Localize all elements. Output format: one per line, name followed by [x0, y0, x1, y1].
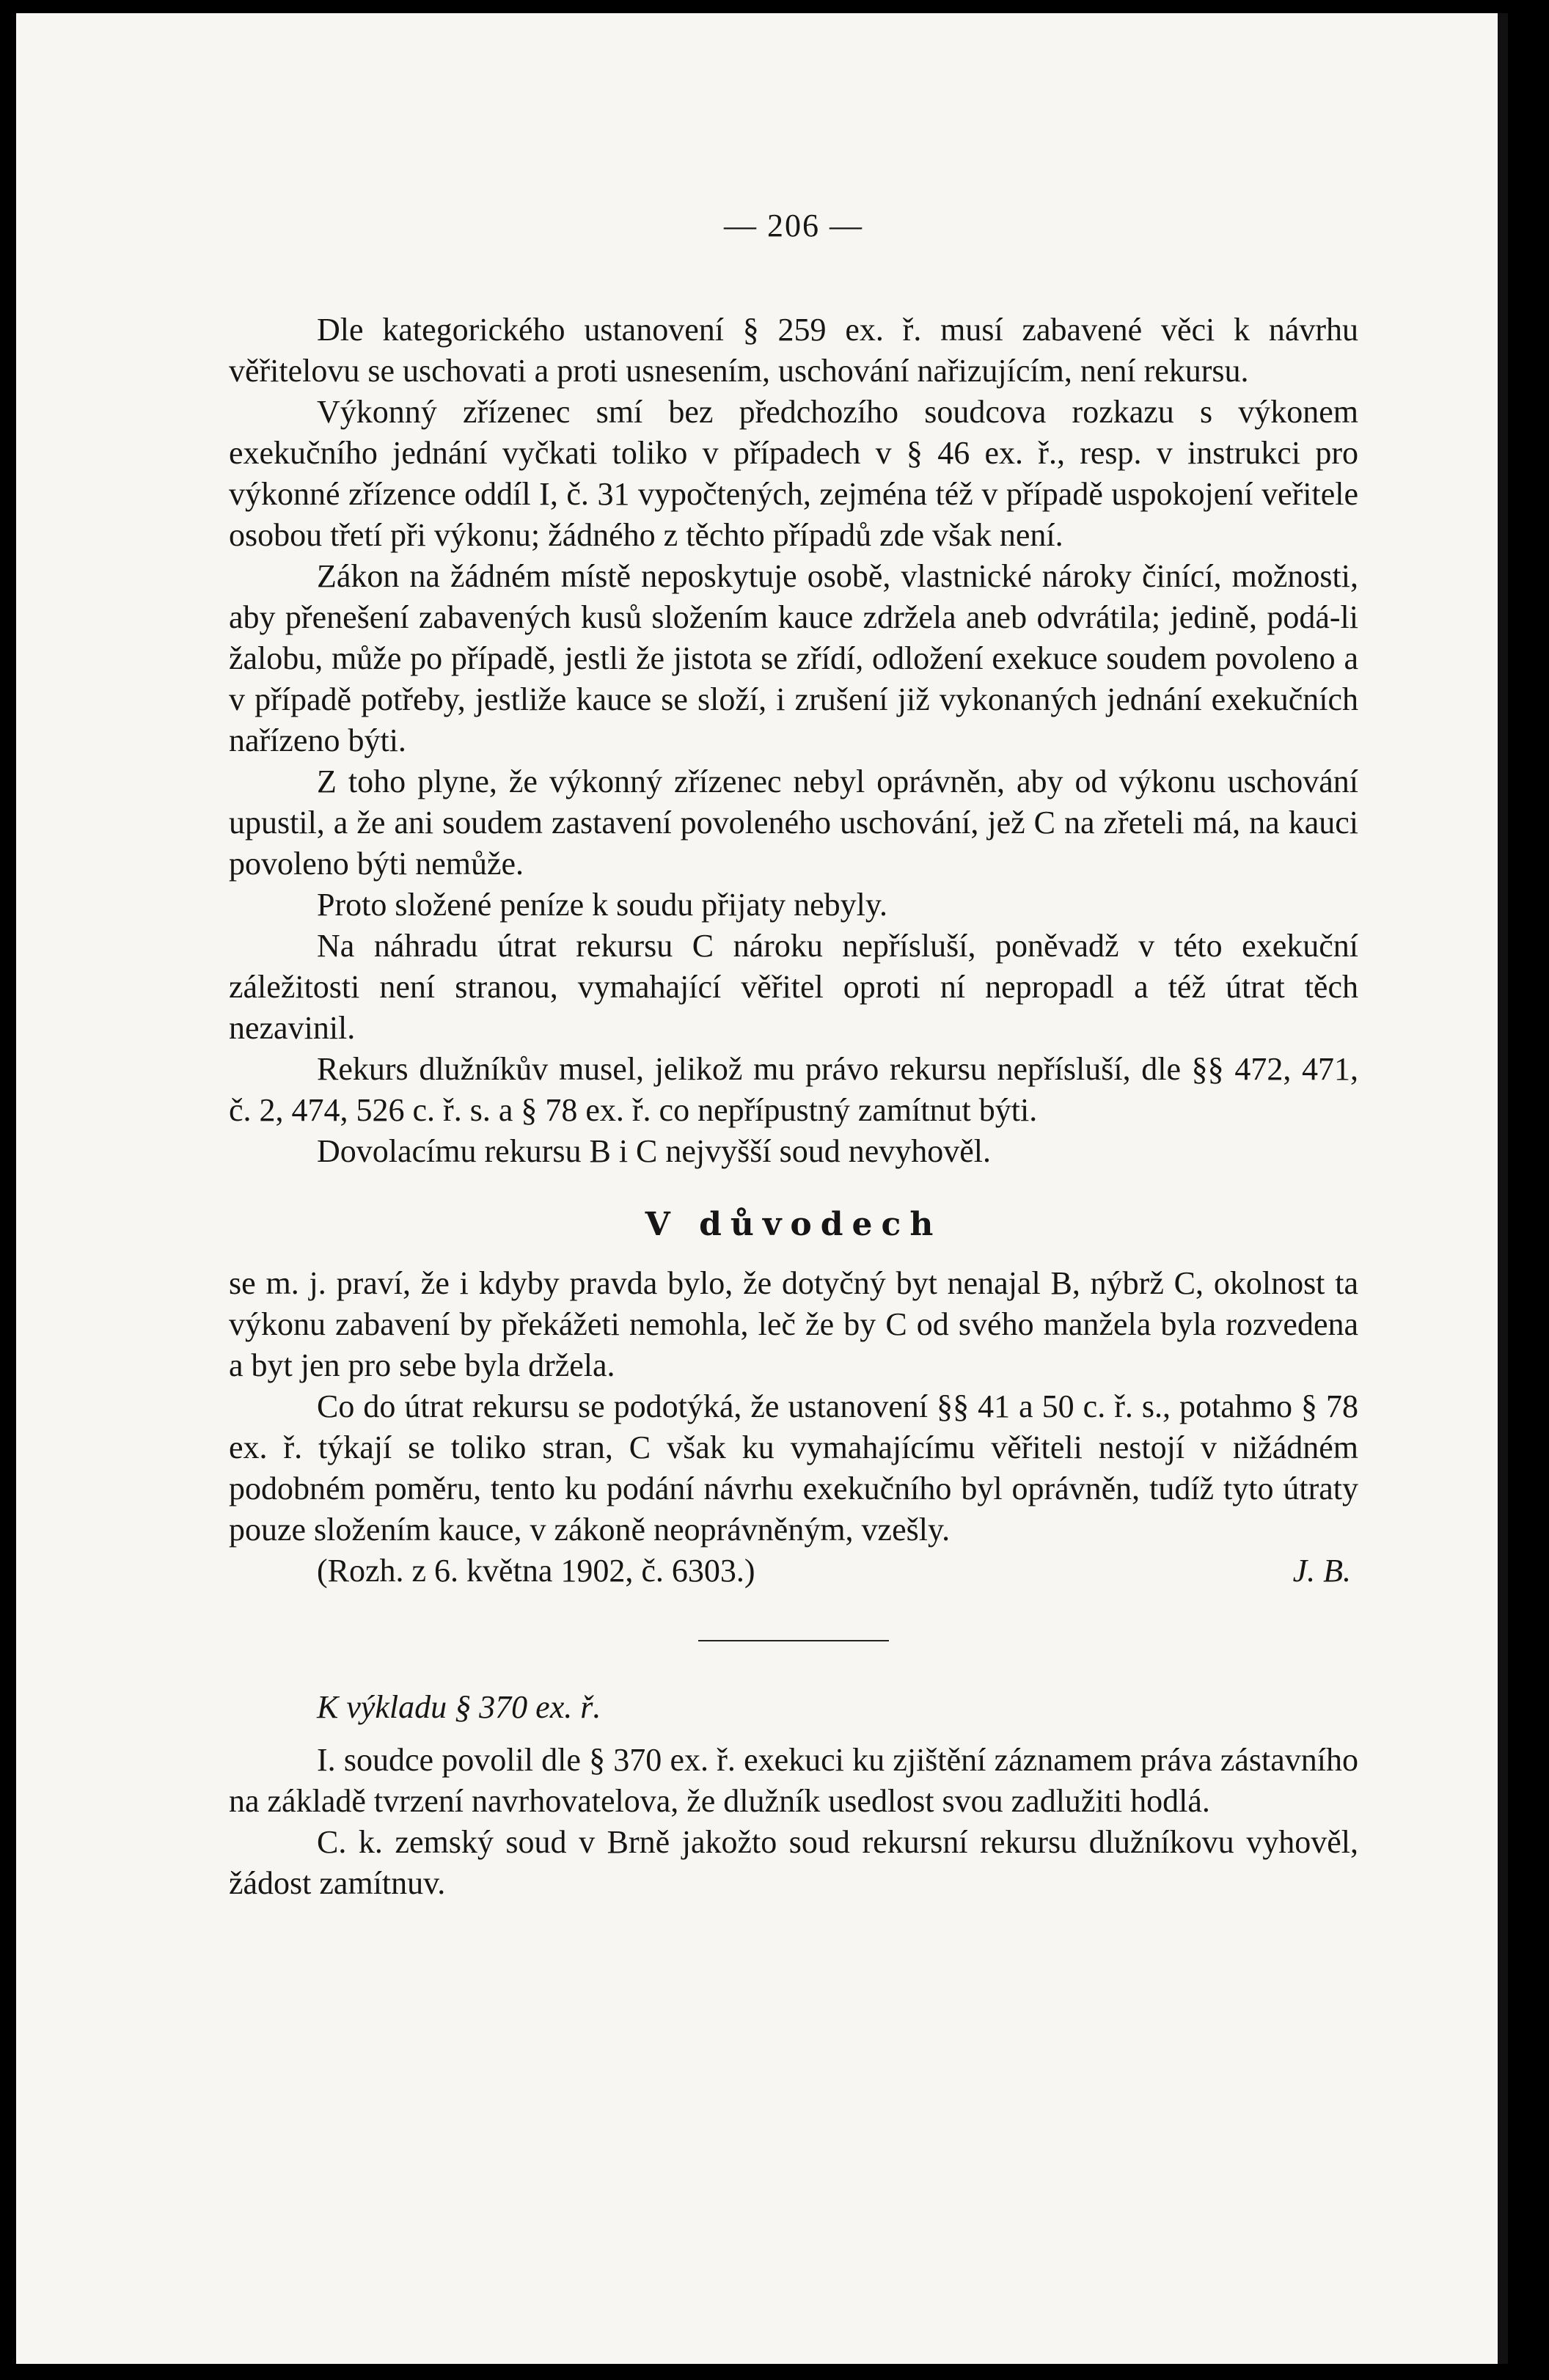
- section-paragraph-1: se m. j. praví, že i kdyby pravda bylo, že dotyčný byt nenajal B, nýbrž C, okolnost ta výkonu zabavení by překážeti nemohla, leč že by C od svého manžela byla rozvedena a byt jen pro sebe byla držela.: [229, 1265, 1358, 1383]
- paragraph-8: Dovolacímu rekursu B i C nejvyšší soud nevyhověl.: [317, 1133, 992, 1169]
- section-heading: V důvodech: [645, 1206, 942, 1243]
- paragraph-2: Výkonný zřízenec smí bez předchozího soudcova rozkazu s výkonem exekučního jednání vyčkati toliko v případech v § 46 ex. ř., resp. v instrukci pro výkonné zřízence oddíl I, č. 31 vypočtených, zejména též v případě uspokojení veřitele osobou třetí při výkonu; žádného z těchto případů zde však není.: [229, 394, 1358, 553]
- page-edge-shadow: [1498, 13, 1508, 2364]
- section-paragraph-2: Co do útrat rekursu se podotýká, že ustanovení §§ 41 a 50 c. ř. s., potahmo § 78 ex. ř. týkají se toliko stran, C však ku vymahajícímu věřiteli nestojí v nižádném podobném poměru, tento ku podání návrhu exekučního byl oprávněn, tudíž tyto útraty pouze složením kauce, v zákoně neoprávněným, vzešly.: [229, 1388, 1358, 1548]
- page-number: — 206 —: [724, 208, 863, 244]
- citation: (Rozh. z 6. května 1902, č. 6303.): [317, 1553, 755, 1589]
- paragraph-7: Rekurs dlužníkův musel, jelikož mu právo rekursu nepřísluší, dle §§ 472, 471, č. 2, 474, 526 c. ř. s. a § 78 ex. ř. co nepřípustný zamítnut býti.: [229, 1051, 1358, 1128]
- author-initials: J. B.: [1292, 1553, 1351, 1589]
- paragraph-6: Na náhradu útrat rekursu C nároku nepřísluší, poněvadž v této exekuční záležitosti není stranou, vymahající věřitel oproti ní nepropadl a též útrat těch nezavinil.: [229, 928, 1358, 1046]
- case-heading: K výkladu § 370 ex. ř.: [317, 1689, 601, 1725]
- case-paragraph-2: C. k. zemský soud v Brně jakožto soud rekursní rekursu dlužníkovu vyhověl, žádost zamítnuv.: [229, 1824, 1358, 1901]
- paragraph-1: Dle kategorického ustanovení § 259 ex. ř. musí zabavené věci k návrhu věřitelovu se uschovati a proti usnesením, uschování nařizujícím, není rekursu.: [229, 312, 1358, 389]
- case-paragraph-1: I. soudce povolil dle § 370 ex. ř. exekuci ku zjištění záznamem práva zástavního na základě tvrzení navrhovatelova, že dlužník usedlost svou zadlužiti hodlá.: [229, 1742, 1358, 1819]
- citation-line: [229, 1550, 1358, 1592]
- body-text: [229, 310, 1358, 1904]
- paragraph-3: Zákon na žádném místě neposkytuje osobě, vlastnické nároky činící, možnosti, aby přenešení zabavených kusů složením kauce zdržela aneb odvrátila; jedině, podá-li žalobu, může po případě, jestli že jistota se zřídí, odložení exekuce soudem povoleno a v případě potřeby, jestliže kauce se složí, i zrušení již vykonaných jednání exekučních nařízeno býti.: [229, 558, 1358, 758]
- scanned-page: [16, 13, 1508, 2364]
- paragraph-4: Z toho plyne, že výkonný zřízenec nebyl oprávněn, aby od výkonu uschování upustil, a že ani soudem zastavení povoleného uschování, jež C na zřeteli má, na kauci povoleno býti nemůže.: [229, 764, 1358, 882]
- section-divider: [698, 1640, 889, 1641]
- paragraph-5: Proto složené peníze k soudu přijaty nebyly.: [317, 887, 887, 923]
